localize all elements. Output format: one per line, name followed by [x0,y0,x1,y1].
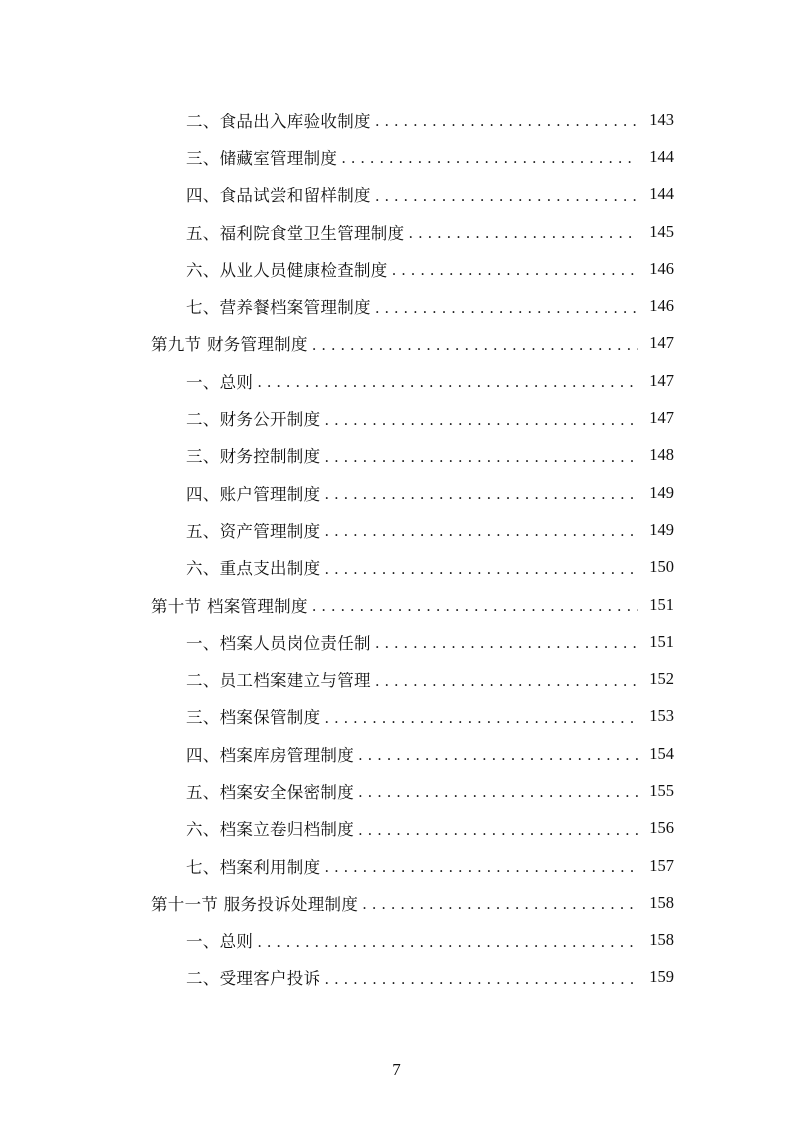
toc-subsection-entry[interactable] [0,772,793,809]
toc-entry-page-number: 145 [649,221,674,241]
toc-entry-page-number: 156 [649,818,674,838]
toc-subsection-entry[interactable] [0,735,793,772]
toc-subsection-entry[interactable] [0,922,793,959]
toc-section-entry[interactable] [0,586,793,623]
toc-entry-page-number: 147 [649,408,674,428]
toc-subsection-entry[interactable] [0,287,793,324]
toc-subsection-entry[interactable] [0,623,793,660]
toc-subsection-entry[interactable] [0,138,793,175]
toc-subsection-entry[interactable] [0,698,793,735]
toc-entry-page-number: 150 [649,557,674,577]
toc-dot-leader [257,935,638,950]
toc-subsection-entry[interactable] [0,959,793,996]
toc-dot-leader [375,674,638,689]
toc-dot-leader [375,189,638,204]
toc-subsection-entry[interactable] [0,213,793,250]
toc-dot-leader [375,636,638,651]
toc-entry-page-number: 151 [649,594,674,614]
toc-dot-leader [324,487,638,502]
toc-dot-leader [375,114,638,129]
toc-entry-page-number: 147 [649,370,674,390]
toc-subsection-entry[interactable] [0,250,793,287]
toc-entry-label: 二、员工档案建立与管理 [186,671,371,691]
toc-dot-leader [324,972,638,987]
toc-dot-leader [358,748,638,763]
toc-subsection-entry[interactable] [0,660,793,697]
table-of-contents [0,101,793,996]
toc-dot-leader [358,823,638,838]
toc-entry-label: 五、福利院食堂卫生管理制度 [186,223,405,243]
toc-subsection-entry[interactable] [0,399,793,436]
toc-entry-page-number: 158 [649,892,674,912]
toc-dot-leader [324,562,638,577]
toc-subsection-entry[interactable] [0,362,793,399]
toc-dot-leader [257,375,638,390]
toc-dot-leader [408,226,638,241]
toc-dot-leader [392,263,638,278]
toc-entry-label: 六、从业人员健康检查制度 [186,260,388,280]
toc-entry-label: 七、营养餐档案管理制度 [186,298,371,318]
toc-entry-label: 六、档案立卷归档制度 [186,820,354,840]
toc-entry-label: 四、食品试尝和留样制度 [186,186,371,206]
toc-dot-leader [358,785,638,800]
toc-entry-label: 一、档案人员岗位责任制 [186,633,371,653]
toc-dot-leader [312,338,638,353]
toc-entry-page-number: 144 [649,184,674,204]
toc-entry-page-number: 159 [649,967,674,987]
toc-entry-label: 一、总则 [186,932,254,952]
toc-entry-page-number: 157 [649,855,674,875]
toc-entry-page-number: 148 [649,445,674,465]
toc-subsection-entry[interactable] [0,810,793,847]
toc-entry-label: 二、财务公开制度 [186,410,321,430]
toc-dot-leader [324,450,638,465]
toc-entry-page-number: 147 [649,333,674,353]
toc-section-entry[interactable] [0,325,793,362]
toc-entry-label: 五、档案安全保密制度 [186,782,354,802]
toc-entry-label: 第九节 财务管理制度 [151,335,308,355]
toc-entry-label: 三、档案保管制度 [186,708,321,728]
toc-entry-page-number: 149 [649,519,674,539]
toc-entry-page-number: 144 [649,146,674,166]
toc-entry-label: 三、财务控制制度 [186,447,321,467]
toc-subsection-entry[interactable] [0,549,793,586]
toc-entry-label: 二、受理客户投诉 [186,969,321,989]
toc-entry-label: 第十节 档案管理制度 [151,596,308,616]
toc-entry-label: 四、账户管理制度 [186,484,321,504]
toc-dot-leader [324,860,638,875]
toc-subsection-entry[interactable] [0,437,793,474]
toc-entry-label: 二、食品出入库验收制度 [186,111,371,131]
toc-dot-leader [324,711,638,726]
toc-entry-label: 五、资产管理制度 [186,521,321,541]
toc-dot-leader [312,599,638,614]
toc-entry-label: 第十一节 服务投诉处理制度 [151,894,359,914]
toc-entry-label: 三、储藏室管理制度 [186,148,338,168]
toc-subsection-entry[interactable] [0,176,793,213]
toc-entry-page-number: 143 [649,109,674,129]
toc-subsection-entry[interactable] [0,511,793,548]
toc-entry-page-number: 146 [649,258,674,278]
toc-entry-label: 一、总则 [186,372,254,392]
toc-dot-leader [324,524,638,539]
toc-entry-page-number: 149 [649,482,674,502]
toc-subsection-entry[interactable] [0,474,793,511]
toc-entry-page-number: 152 [649,669,674,689]
toc-entry-page-number: 153 [649,706,674,726]
toc-dot-leader [375,301,638,316]
toc-entry-page-number: 154 [649,743,674,763]
toc-dot-leader [362,897,638,912]
page-number: 7 [392,1060,401,1079]
toc-section-entry[interactable] [0,884,793,921]
toc-entry-page-number: 155 [649,780,674,800]
toc-dot-leader [324,413,638,428]
toc-entry-label: 六、重点支出制度 [186,559,321,579]
toc-subsection-entry[interactable] [0,101,793,138]
toc-subsection-entry[interactable] [0,847,793,884]
toc-entry-page-number: 151 [649,631,674,651]
toc-entry-page-number: 146 [649,296,674,316]
toc-dot-leader [341,151,638,166]
toc-entry-label: 四、档案库房管理制度 [186,745,354,765]
toc-entry-label: 七、档案利用制度 [186,857,321,877]
toc-entry-page-number: 158 [649,930,674,950]
